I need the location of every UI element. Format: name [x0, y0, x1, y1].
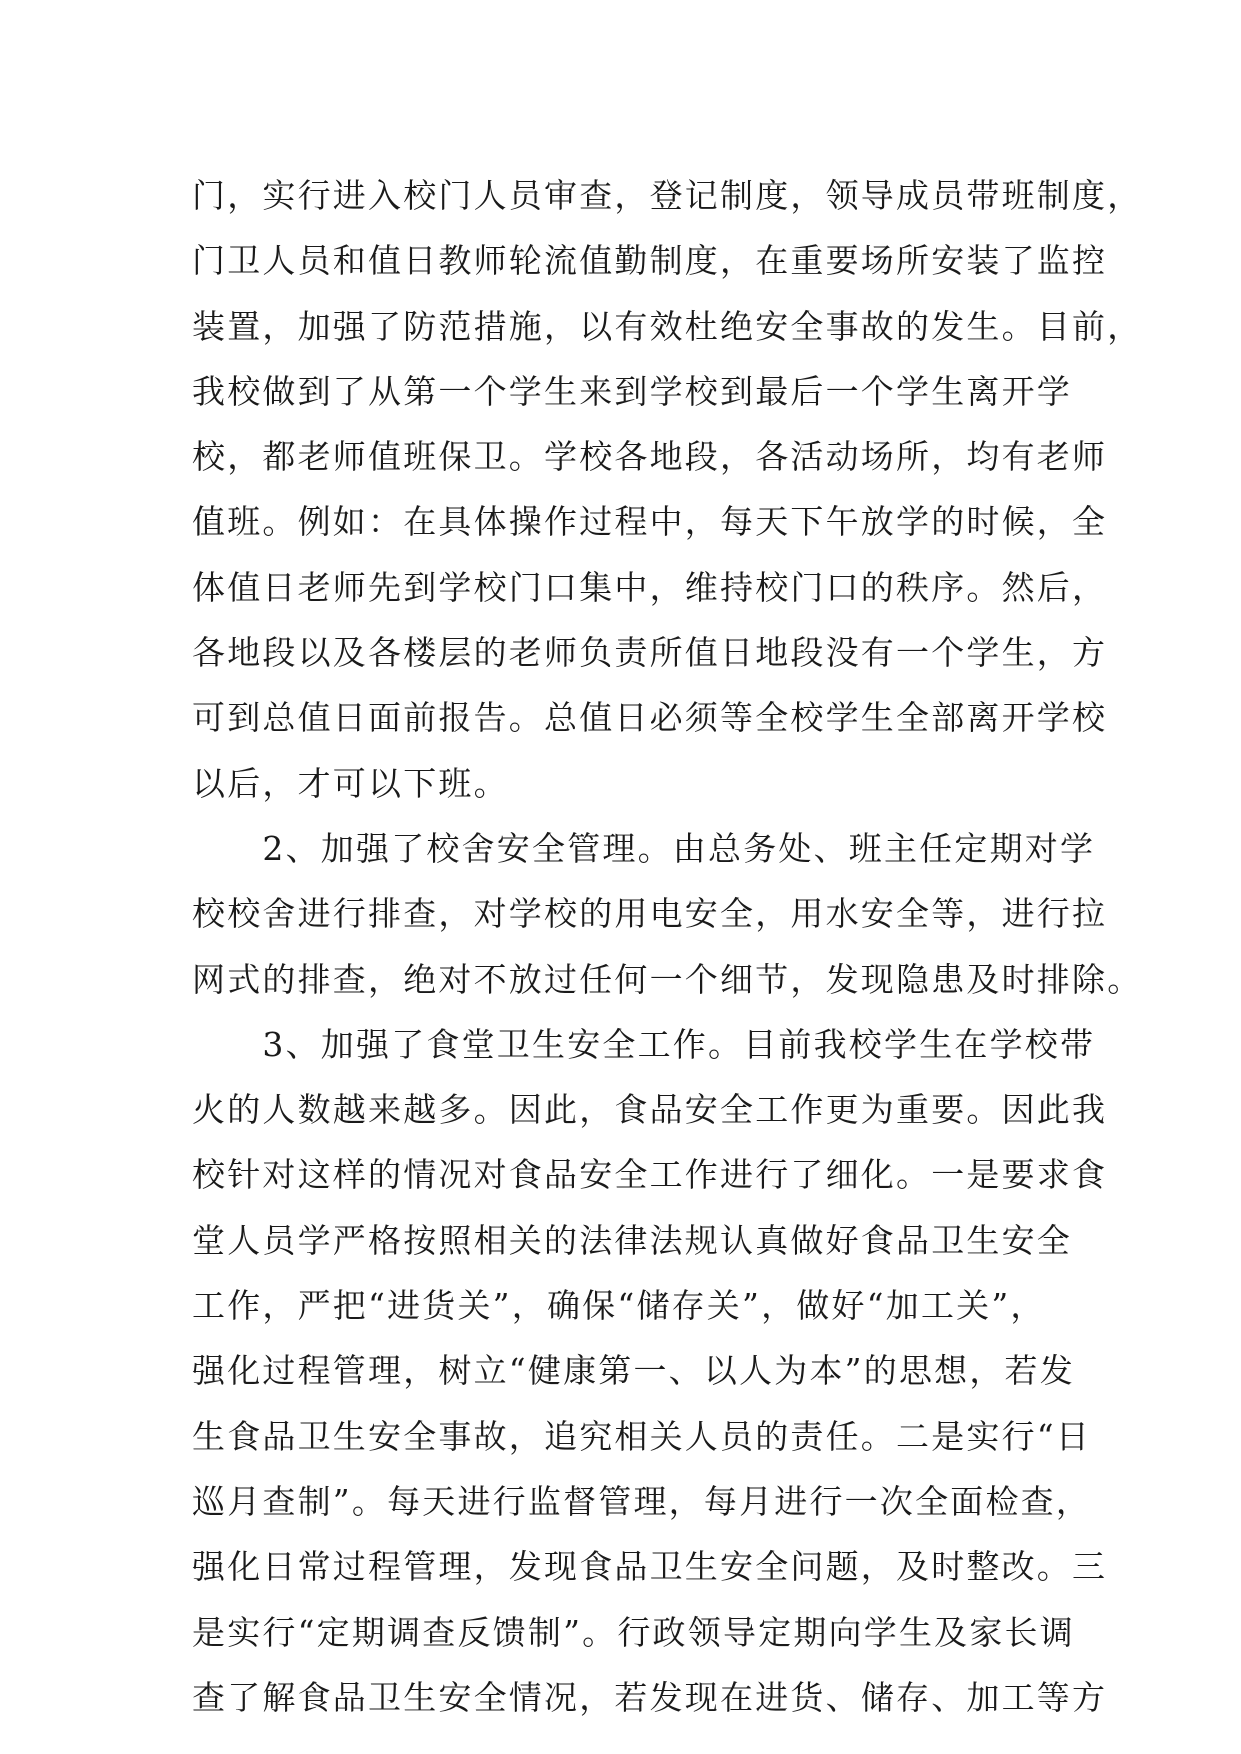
text-line: 装置，加强了防范措施，以有效杜绝安全事故的发生。目前，: [192, 306, 1143, 346]
text-line: 巡月查制”。每天进行监督管理，每月进行一次全面检查，: [192, 1481, 1092, 1521]
text-line: 校针对这样的情况对食品安全工作进行了细化。一是要求食: [192, 1155, 1108, 1195]
text-line: 查了解食品卫生安全情况，若发现在进货、储存、加工等方: [192, 1677, 1108, 1717]
text-line: 火的人数越来越多。因此，食品安全工作更为重要。因此我: [192, 1090, 1108, 1130]
text-line: 各地段以及各楼层的老师负责所值日地段没有一个学生，方: [192, 633, 1108, 673]
text-line: 强化过程管理，树立“健康第一、以人为本”的思想，若发: [192, 1351, 1075, 1391]
text-line: 值班。例如：在具体操作过程中，每天下午放学的时候，全: [192, 502, 1108, 542]
text-line: 网式的排查，绝对不放过任何一个细节，发现隐患及时排除。: [192, 959, 1143, 999]
text-line: 我校做到了从第一个学生来到学校到最后一个学生离开学: [192, 371, 1072, 411]
body-text: [192, 163, 1143, 1730]
text-line: 强化日常过程管理，发现食品卫生安全问题，及时整改。三: [192, 1547, 1108, 1587]
text-line: 门，实行进入校门人员审查，登记制度，领导成员带班制度，: [192, 176, 1143, 215]
text-line: 体值日老师先到学校门口集中，维持校门口的秩序。然后，: [192, 567, 1108, 607]
text-line: 门卫人员和值日教师轮流值勤制度，在重要场所安装了监控: [192, 241, 1108, 281]
text-line: 是实行“定期调查反馈制”。行政领导定期向学生及家长调: [192, 1612, 1075, 1652]
text-line: 生食品卫生安全事故，追究相关人员的责任。二是实行“日: [192, 1416, 1092, 1456]
text-line: 2、加强了校舍安全管理。由总务处、班主任定期对学: [192, 828, 1096, 868]
text-line: 堂人员学严格按照相关的法律法规认真做好食品卫生安全: [192, 1220, 1072, 1260]
text-line: 可到总值日面前报告。总值日必须等全校学生全部离开学校: [192, 698, 1108, 738]
text-line: 3、加强了食堂卫生安全工作。目前我校学生在学校带: [192, 1024, 1096, 1064]
text-line: 校校舍进行排查，对学校的用电安全，用水安全等，进行拉: [192, 894, 1108, 934]
text-line: 校，都老师值班保卫。学校各地段，各活动场所，均有老师: [192, 437, 1108, 477]
text-line: 工作，严把“进货关”，确保“储存关”，做好“加工关”，: [192, 1286, 1046, 1326]
text-line: 以后，才可以下班。: [192, 763, 509, 803]
